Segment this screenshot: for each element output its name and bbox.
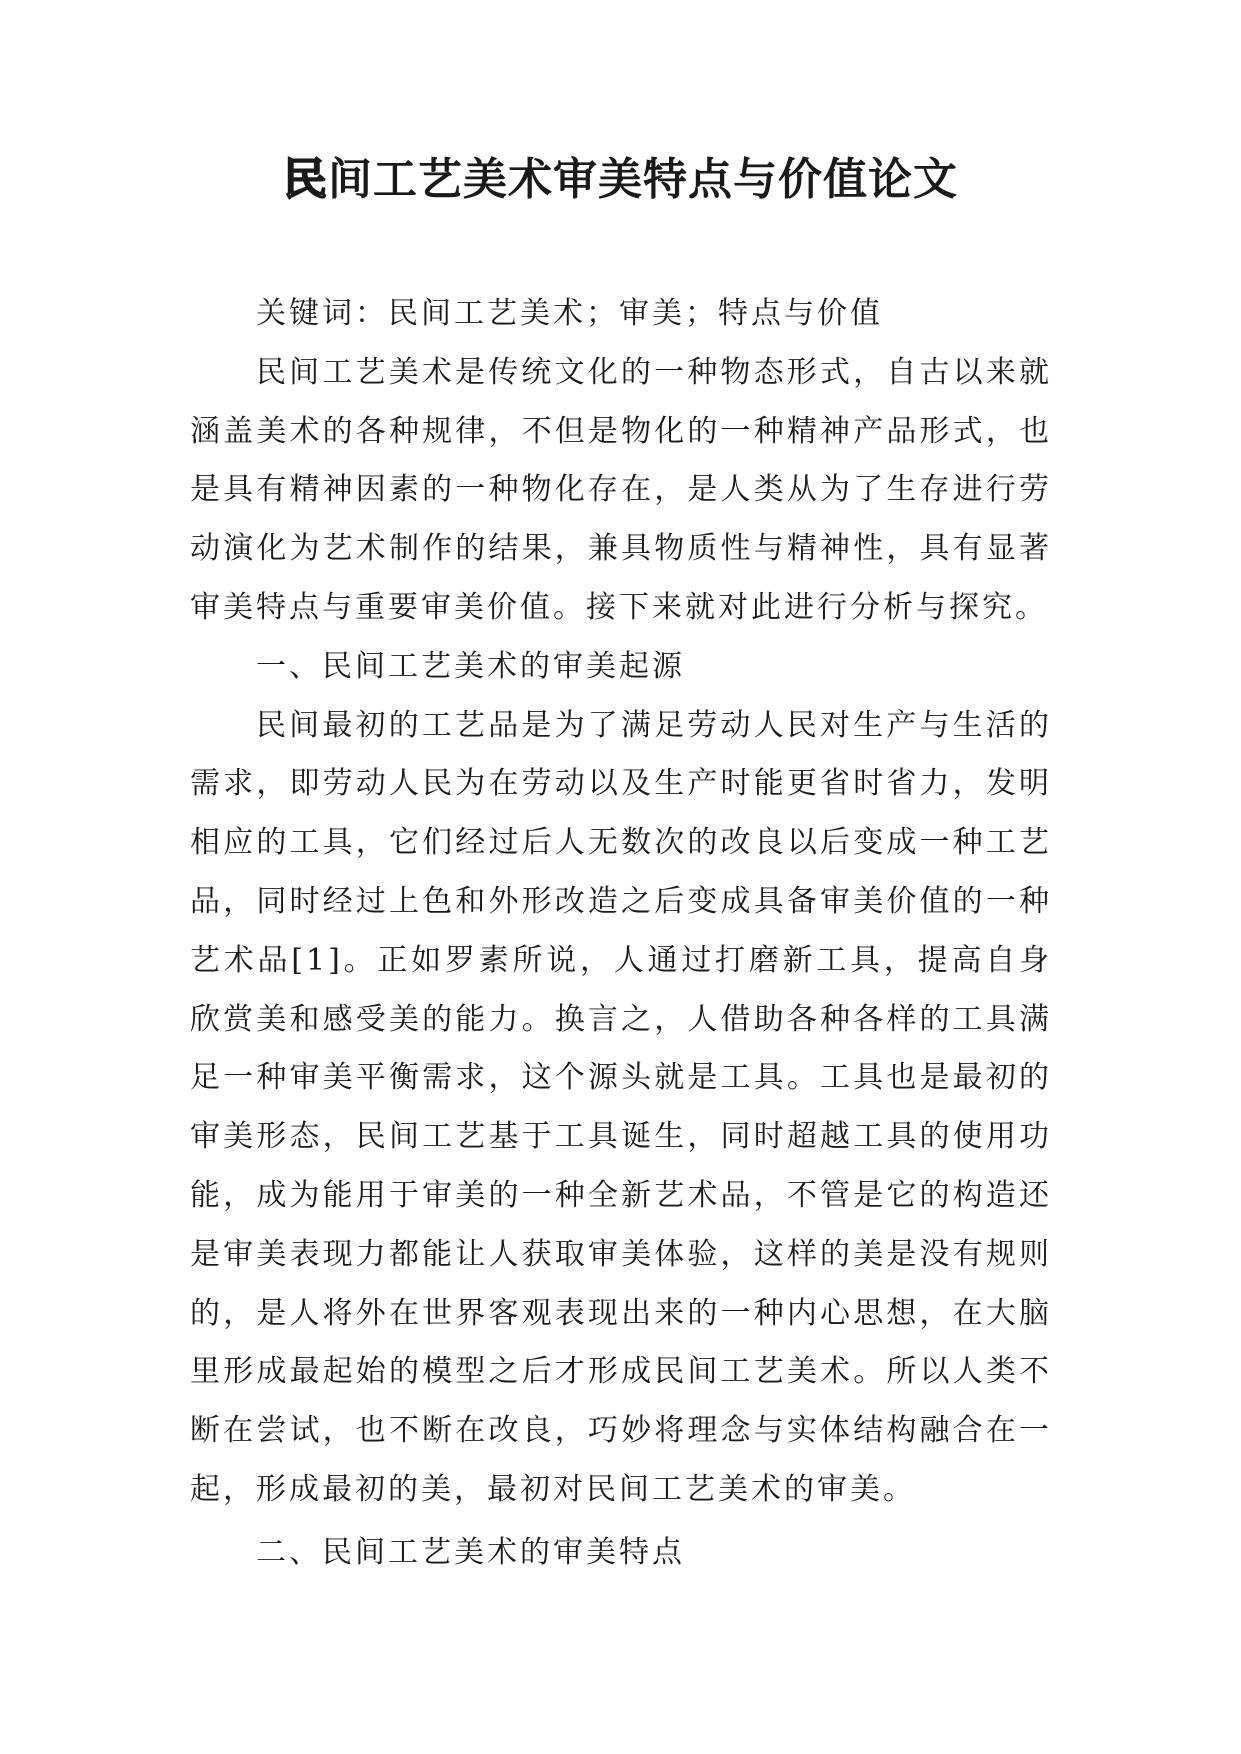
document-title <box>0 148 1241 212</box>
keywords-line: 关键词：民间工艺美术；审美；特点与价值 <box>256 296 883 331</box>
title-first-character: 民 <box>283 154 328 205</box>
section-heading-origin: 一、民间工艺美术的审美起源 <box>256 648 685 684</box>
document-body <box>190 285 1052 1583</box>
section-heading-features: 二、民间工艺美术的审美特点 <box>256 1534 685 1570</box>
title-text: 间工艺美术审美特点与价值论文 <box>328 154 958 205</box>
section-origin-paragraph: 民间最初的工艺品是为了满足劳动人民对生产与生活的需求，即劳动人民为在劳动以及生产时能更省时省力，发明相应的工具，它们经过后人无数次的改良以后变成一种工艺品，同时经过上色和外形改造之后变成具备审美价值的一种艺术品[1]。正如罗素所说，人通过打磨新工具，提高自身欣赏美和感受美的能力。换言之，人借助各种各样的工具满足一种审美平衡需求，这个源头就是工具。工具也是最初的审美形态，民间工艺基于工具诞生，同时超越工具的使用功能，成为能用于审美的一种全新艺术品，不管是它的构造还是审美表现力都能让人获取审美体验，这样的美是没有规则的，是人将外在世界客观表现出来的一种内心思想，在大脑里形成最起始的模型之后才形成民间工艺美术。所以人类不断在尝试，也不断在改良，巧妙将理念与实体结构融合在一起，形成最初的美，最初对民间工艺美术的审美。 <box>190 707 1052 1507</box>
intro-paragraph: 民间工艺美术是传统文化的一种物态形式，自古以来就涵盖美术的各种规律，不但是物化的一种精神产品形式，也是具有精神因素的一种物化存在，是人类从为了生存进行劳动演化为艺术制作的结果，兼具物质性与精神性，具有显著审美特点与重要审美价值。接下来就对此进行分析与探究。 <box>190 354 1052 625</box>
